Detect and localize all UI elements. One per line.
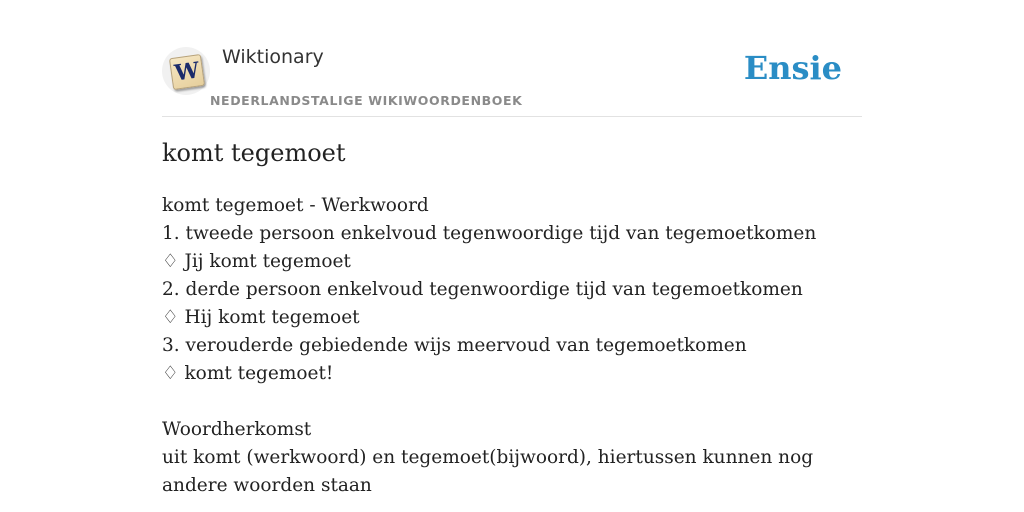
site-header: [162, 0, 862, 117]
wiktionary-logo[interactable]: [162, 47, 210, 95]
definition-line: 1. tweede persoon enkelvoud tegenwoordige tijd van tegemoetkomen: [162, 223, 817, 244]
etymology-text: uit komt (werkwoord) en tegemoet(bijwoord), hiertussen kunnen nog andere woorden staan: [162, 447, 814, 496]
page-container: [162, 0, 862, 496]
definition-line: 3. verouderde gebiedende wijs meervoud van tegemoetkomen: [162, 335, 747, 356]
definition-line: 2. derde persoon enkelvoud tegenwoordige tijd van tegemoetkomen: [162, 279, 803, 300]
site-name[interactable]: Wiktionary: [222, 46, 324, 68]
example-line: ♢ Hij komt tegemoet: [162, 307, 360, 328]
ensie-brand-link[interactable]: Ensie: [743, 49, 842, 87]
page-title: komt tegemoet: [162, 139, 346, 167]
example-line: ♢ Jij komt tegemoet: [162, 251, 351, 272]
site-subtitle: NEDERLANDSTALIGE WIKIWOORDENBOEK: [210, 93, 523, 108]
entry-body: [162, 192, 862, 500]
logo-letter: W: [172, 57, 202, 87]
example-line: ♢ komt tegemoet!: [162, 363, 334, 384]
spacer: [162, 388, 862, 416]
etymology-heading: Woordherkomst: [162, 419, 312, 440]
entry-heading: komt tegemoet - Werkwoord: [162, 195, 429, 216]
logo-tile-icon: [169, 54, 205, 90]
